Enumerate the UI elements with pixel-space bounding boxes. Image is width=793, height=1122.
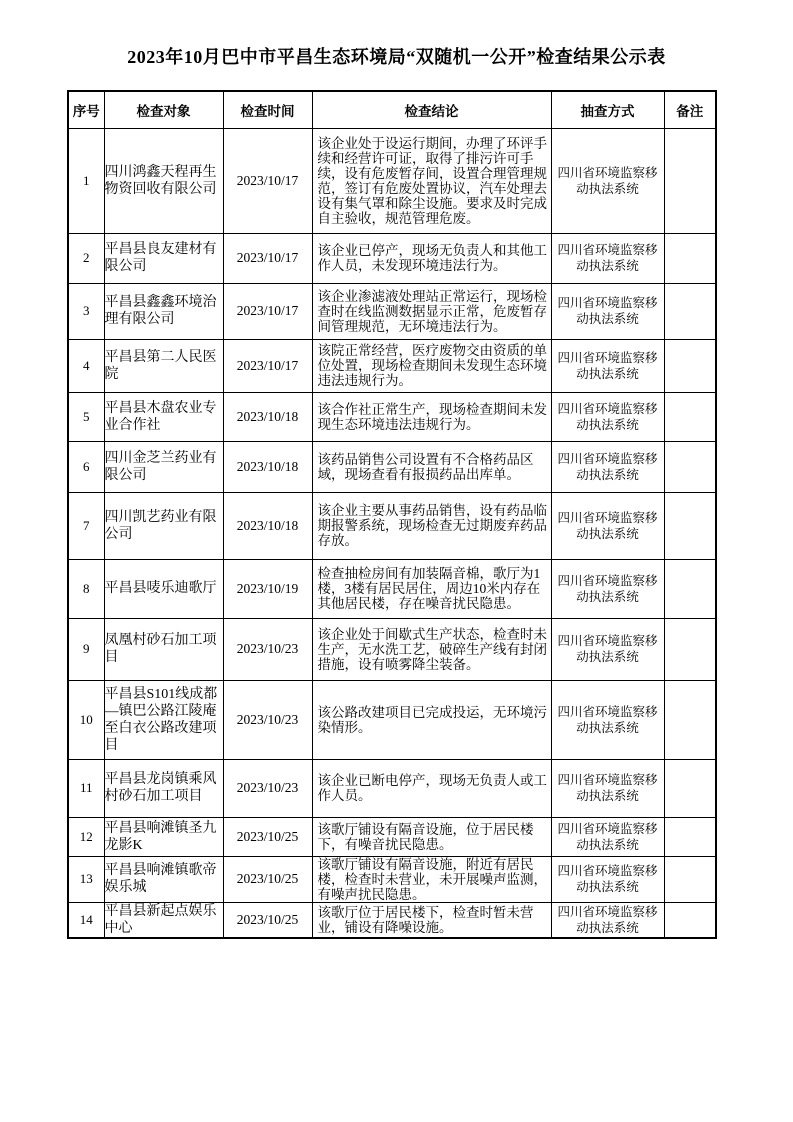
table-row [68,441,716,492]
cell-method: 四川省环境监察移动执法系统 [551,339,664,392]
table-row [68,128,716,233]
cell-no: 12 [68,817,104,856]
cell-note [664,339,716,392]
cell-conclusion: 该药品销售公司设置有不合格药品区域，现场查看有报损药品出库单。 [312,441,551,492]
header-method: 抽查方式 [551,91,664,128]
cell-time: 2023/10/17 [223,283,312,339]
cell-target: 平昌县S101线成都—镇巴公路江陵庵至白衣公路改建项目 [104,680,223,759]
page-title: 2023年10月巴中市平昌生态环境局“双随机一公开”检查结果公示表 [127,47,666,67]
cell-no: 1 [68,128,104,233]
cell-target: 凤凰村砂石加工项目 [104,618,223,680]
cell-conclusion: 该合作社正常生产，现场检查期间未发现生态环境违法违规行为。 [312,392,551,441]
cell-target: 四川金芝兰药业有限公司 [104,441,223,492]
cell-conclusion: 该歌厅位于居民楼下，检查时暂未营业，铺设有降噪设施。 [312,902,551,938]
cell-note [664,492,716,559]
cell-time: 2023/10/17 [223,339,312,392]
cell-conclusion: 该企业主要从事药品销售，设有药品临期报警系统，现场检查无过期废弃药品存放。 [312,492,551,559]
cell-method: 四川省环境监察移动执法系统 [551,759,664,817]
cell-conclusion: 该院正常经营，医疗废物交由资质的单位处置，现场检查期间未发现生态环境违法违规行为。 [312,339,551,392]
cell-time: 2023/10/23 [223,759,312,817]
cell-method: 四川省环境监察移动执法系统 [551,559,664,618]
cell-method: 四川省环境监察移动执法系统 [551,492,664,559]
cell-note [664,233,716,283]
cell-no: 9 [68,618,104,680]
cell-time: 2023/10/18 [223,441,312,492]
header-target: 检查对象 [104,91,223,128]
cell-target: 四川鸿鑫天程再生物资回收有限公司 [104,128,223,233]
table-row [68,618,716,680]
cell-method: 四川省环境监察移动执法系统 [551,233,664,283]
cell-target: 平昌县木盘农业专业合作社 [104,392,223,441]
cell-note [664,817,716,856]
cell-method: 四川省环境监察移动执法系统 [551,441,664,492]
cell-time: 2023/10/25 [223,856,312,902]
cell-time: 2023/10/18 [223,392,312,441]
table-row [68,392,716,441]
cell-note [664,902,716,938]
cell-target: 四川凯艺药业有限公司 [104,492,223,559]
header-time: 检查时间 [223,91,312,128]
cell-conclusion: 该企业已停产，现场无负责人和其他工作人员，未发现环境违法行为。 [312,233,551,283]
cell-target: 平昌县新起点娱乐中心 [104,902,223,938]
cell-target: 平昌县良友建材有限公司 [104,233,223,283]
cell-conclusion: 检查抽检房间有加装隔音棉，歌厅为1楼，3楼有居民居住，周边10米内存在其他居民楼，存在噪音扰民隐患。 [312,559,551,618]
table-row [68,339,716,392]
cell-time: 2023/10/18 [223,492,312,559]
cell-no: 13 [68,856,104,902]
cell-no: 6 [68,441,104,492]
cell-note [664,392,716,441]
inspection-results-table [67,90,717,939]
cell-note [664,128,716,233]
cell-note [664,618,716,680]
cell-target: 平昌县响滩镇歌帝娱乐城 [104,856,223,902]
cell-note [664,559,716,618]
cell-method: 四川省环境监察移动执法系统 [551,856,664,902]
cell-method: 四川省环境监察移动执法系统 [551,817,664,856]
cell-conclusion: 该企业处于设运行期间，办理了环评手续和经营许可证，取得了排污许可手续，设有危废暂存间，设置合理管理规范，签订有危废处置协议，汽车处理去设有集气罩和除尘设施。要求及时完成自主验收，规范管理危废。 [312,128,551,233]
cell-conclusion: 该公路改建项目已完成投运，无环境污染情形。 [312,680,551,759]
cell-no: 11 [68,759,104,817]
header-no: 序号 [68,91,104,128]
table-row [68,492,716,559]
table-row [68,233,716,283]
cell-target: 平昌县龙岗镇乘风村砂石加工项目 [104,759,223,817]
table-header-row [68,91,716,128]
cell-time: 2023/10/19 [223,559,312,618]
cell-target: 平昌县唛乐迪歌厅 [104,559,223,618]
header-conclusion: 检查结论 [312,91,551,128]
cell-no: 4 [68,339,104,392]
cell-conclusion: 该企业渗滤液处理站正常运行，现场检查时在线监测数据显示正常，危废暂存间管理规范，无环境违法行为。 [312,283,551,339]
cell-note [664,283,716,339]
cell-target: 平昌县第二人民医院 [104,339,223,392]
cell-target: 平昌县鑫鑫环境治理有限公司 [104,283,223,339]
cell-note [664,441,716,492]
cell-note [664,759,716,817]
cell-method: 四川省环境监察移动执法系统 [551,392,664,441]
cell-time: 2023/10/17 [223,233,312,283]
cell-conclusion: 该企业已断电停产，现场无负责人或工作人员。 [312,759,551,817]
table-row [68,759,716,817]
cell-no: 5 [68,392,104,441]
cell-time: 2023/10/25 [223,817,312,856]
cell-no: 8 [68,559,104,618]
cell-conclusion: 该歌厅铺设有隔音设施，附近有居民楼，检查时未营业，未开展噪声监测，有噪声扰民隐患。 [312,856,551,902]
table-row [68,283,716,339]
cell-method: 四川省环境监察移动执法系统 [551,128,664,233]
table-row [68,817,716,856]
cell-no: 3 [68,283,104,339]
cell-no: 10 [68,680,104,759]
cell-method: 四川省环境监察移动执法系统 [551,283,664,339]
table-row [68,680,716,759]
cell-method: 四川省环境监察移动执法系统 [551,680,664,759]
cell-time: 2023/10/17 [223,128,312,233]
cell-time: 2023/10/25 [223,902,312,938]
header-note: 备注 [664,91,716,128]
cell-conclusion: 该歌厅铺设有隔音设施，位于居民楼下，有噪音扰民隐患。 [312,817,551,856]
cell-method: 四川省环境监察移动执法系统 [551,902,664,938]
cell-conclusion: 该企业处于间歇式生产状态，检查时未生产，无水洗工艺，破碎生产线有封闭措施，设有喷雾降尘装备。 [312,618,551,680]
cell-no: 14 [68,902,104,938]
cell-note [664,680,716,759]
cell-target: 平昌县响滩镇圣九龙影K [104,817,223,856]
cell-note [664,856,716,902]
table-row [68,559,716,618]
cell-time: 2023/10/23 [223,680,312,759]
cell-time: 2023/10/23 [223,618,312,680]
table-row [68,856,716,902]
cell-no: 7 [68,492,104,559]
table-row [68,902,716,938]
cell-no: 2 [68,233,104,283]
cell-method: 四川省环境监察移动执法系统 [551,618,664,680]
